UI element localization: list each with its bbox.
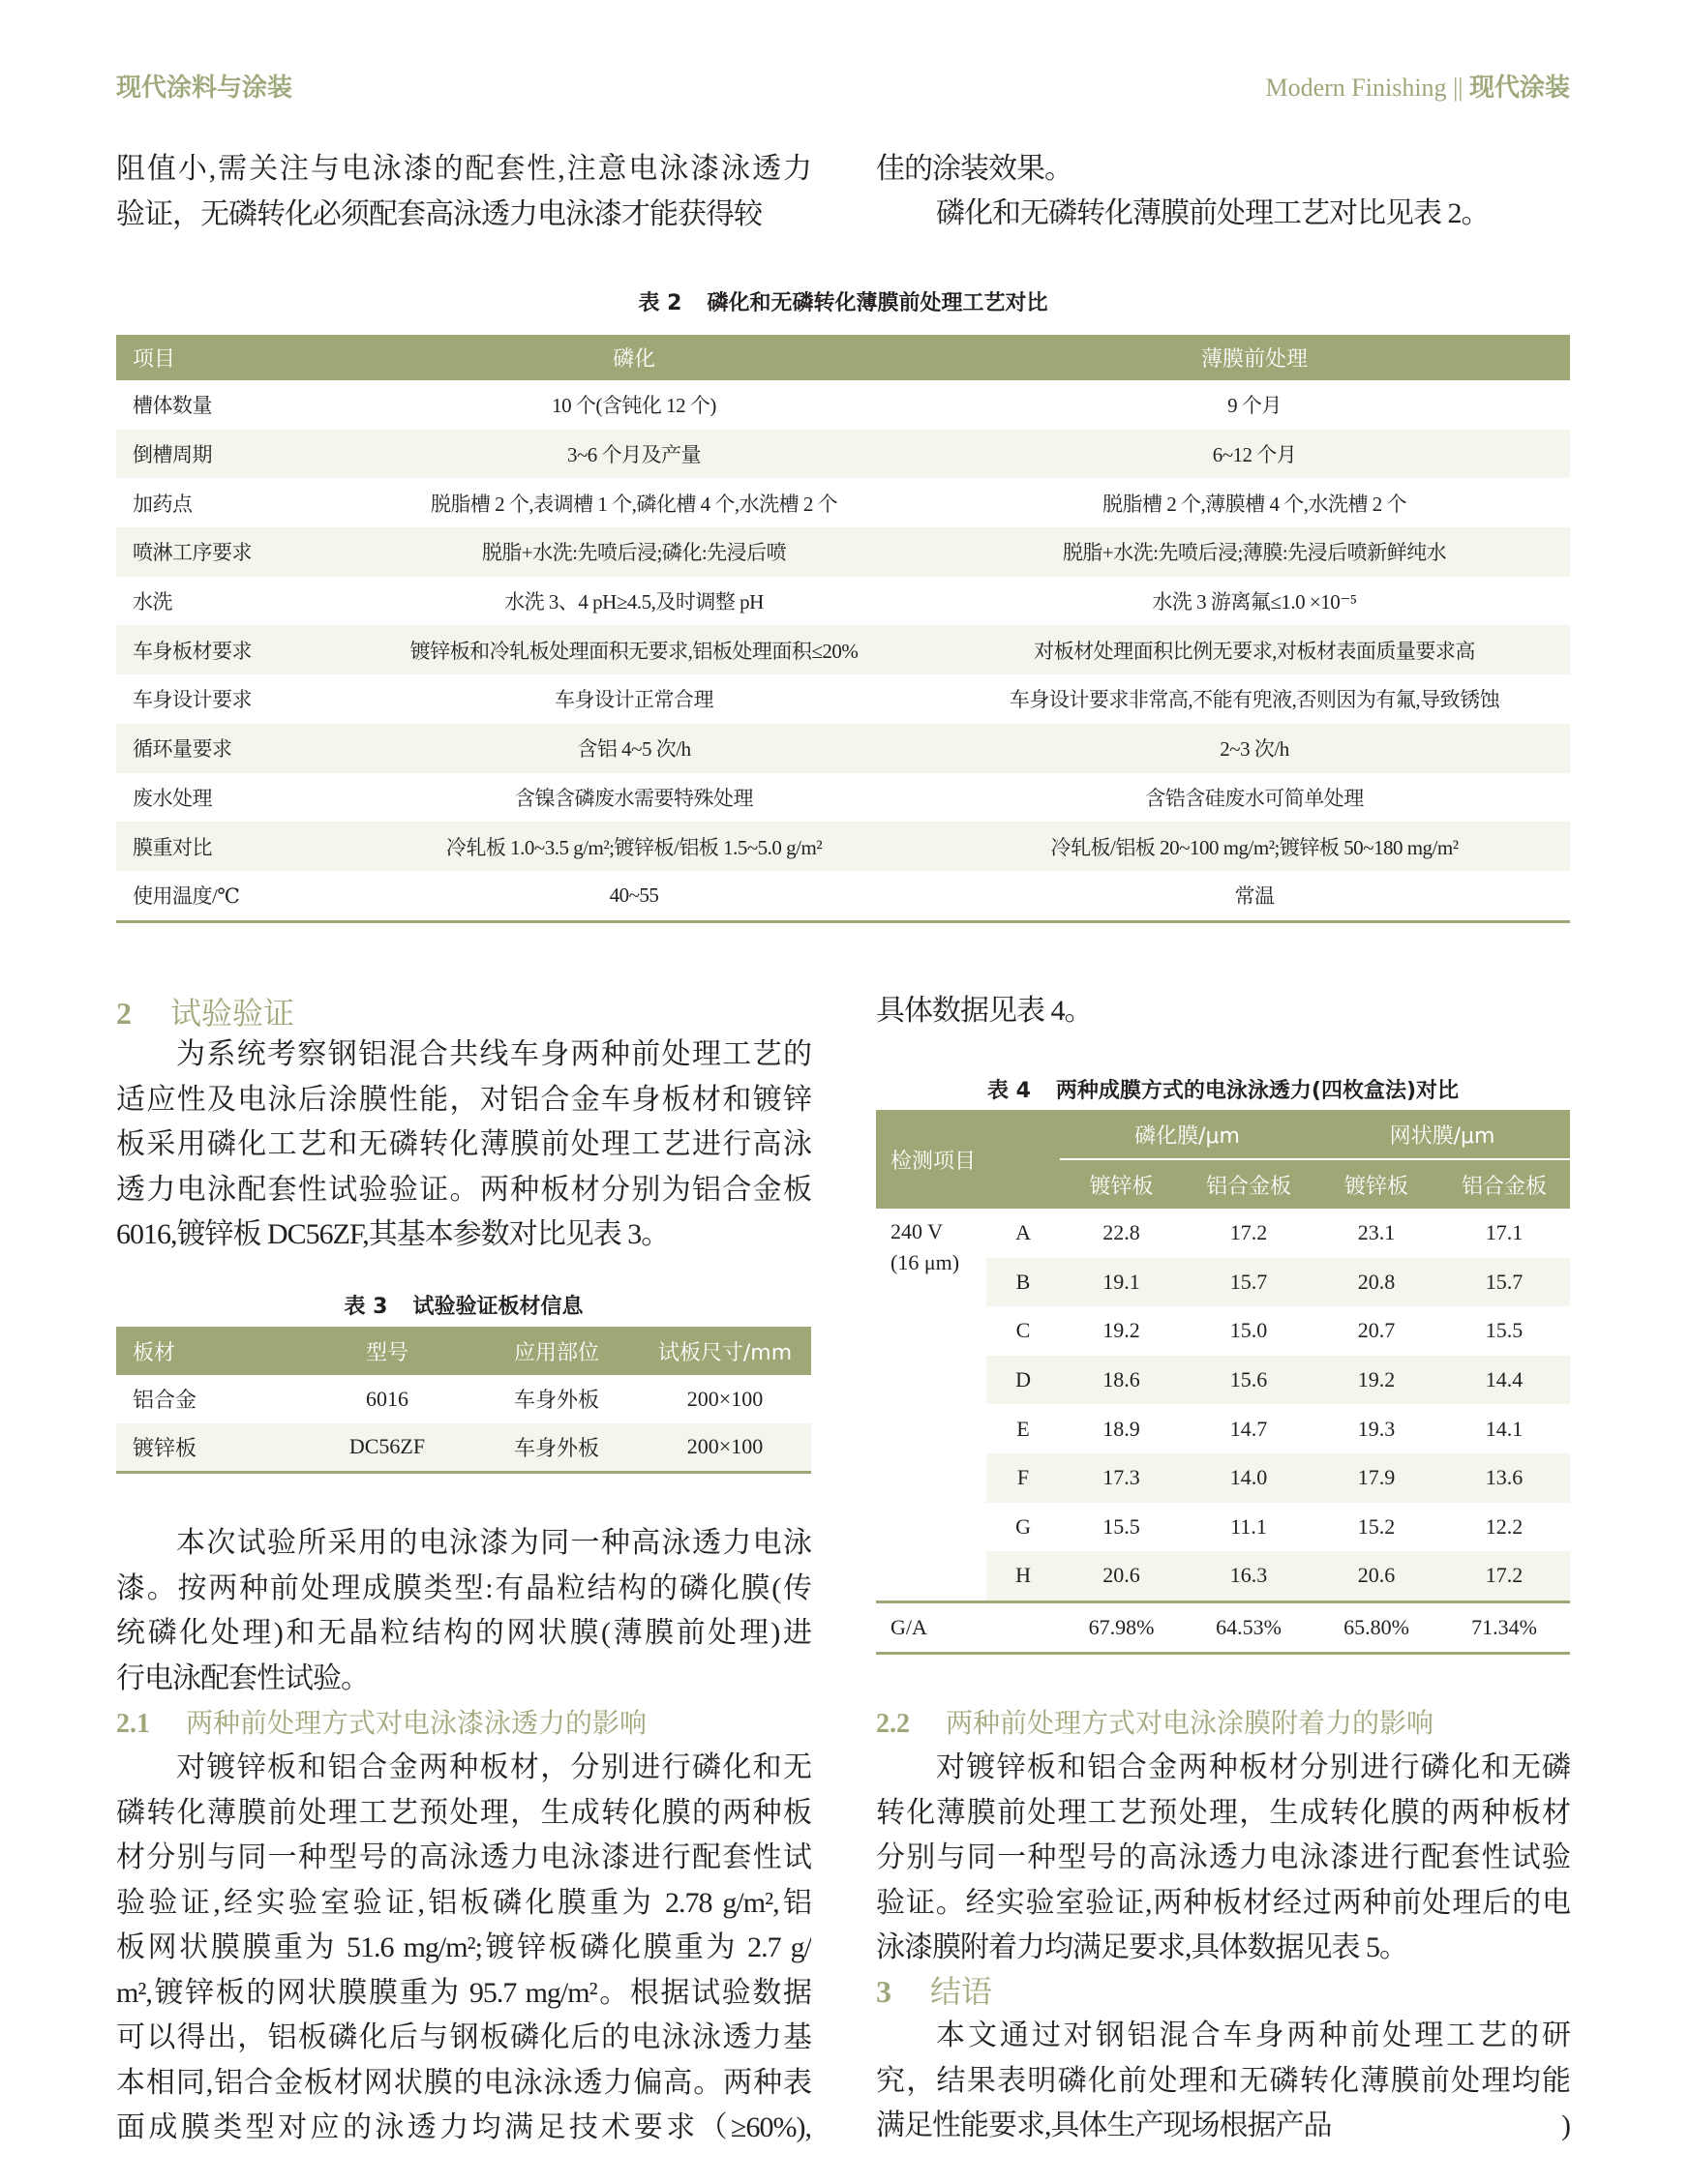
sample-label: H (986, 1551, 1060, 1601)
table-cell: 17.2 (1438, 1551, 1570, 1601)
text-line: 本相同,铝合金板材网状膜的电泳泳透力偏高。两种表 (116, 2066, 811, 2099)
table-row (116, 871, 1570, 921)
table-cell: 19.2 (1102, 1318, 1140, 1343)
text-line: 分别与同一种型号的高泳透力电泳漆进行配套性试验 (876, 1841, 1570, 1873)
column-header: 薄膜前处理 (939, 335, 1570, 380)
paragraph-top-right-a (876, 147, 1570, 193)
sample-label: E (1016, 1416, 1030, 1441)
section-number: 2.2 (876, 1709, 910, 1739)
table-cell: 脱脂槽 2 个,表调槽 1 个,磷化槽 4 个,水洗槽 2 个 (430, 492, 838, 516)
text-line: m²,镀锌板的网状膜膜重为 95.7 mg/m²。根据试验数据 (116, 1976, 811, 2009)
sample-label: F (986, 1453, 1060, 1503)
table-cell: 脱脂+水洗:先喷后浸;薄膜:先浸后喷新鲜纯水 (939, 527, 1570, 577)
text-line: 材分别与同一种型号的高泳透力电泳漆进行配套性试 (116, 1841, 811, 1873)
text-line: 适应性及电泳后涂膜性能，对铝合金车身板材和镀锌 (116, 1083, 811, 1116)
column-header: 板材 (116, 1327, 300, 1375)
paragraph-after-table3 (116, 1521, 811, 1701)
table-cell: 19.2 (1314, 1356, 1438, 1405)
table-cell: 10 个(含钝化 12 个) (552, 394, 716, 418)
table-cell: 9 个月 (1227, 394, 1282, 418)
table-cell: 膜重对比 (116, 822, 329, 871)
table-cell: 镀锌板 (116, 1423, 300, 1473)
group-header: 网状膜/μm (1314, 1110, 1570, 1159)
table-cell: 对板材处理面积比例无要求,对板材表面质量要求高 (939, 625, 1570, 674)
table3-title: 试验验证板材信息 (412, 1295, 584, 1319)
table-cell: 循环量要求 (116, 724, 329, 773)
text-line: 面成膜类型对应的泳透力均满足技术要求（≥60%), (116, 2111, 811, 2143)
test-thickness: (16 μm) (890, 1250, 960, 1274)
column-header-item: 检测项目 (876, 1110, 1060, 1209)
table-cell: 17.1 (1485, 1220, 1524, 1245)
table-cell: 17.9 (1314, 1453, 1438, 1503)
table3 (116, 1327, 811, 1474)
table-cell: 13.6 (1438, 1453, 1570, 1503)
table-cell: 18.6 (1060, 1356, 1183, 1405)
table-cell: 200×100 (686, 1386, 764, 1411)
table-cell: 废水处理 (133, 786, 212, 810)
table-cell: 倒槽周期 (116, 430, 329, 479)
table-cell: 15.5 (1485, 1318, 1524, 1343)
table-cell: 22.8 (1102, 1220, 1140, 1245)
table-cell: 镀锌板和冷轧板处理面积无要求,铝板处理面积≤20% (329, 625, 939, 674)
table-cell: 车身外板 (513, 1388, 599, 1413)
text-line: 验验证,经实验室验证,铝板磷化膜重为 2.78 g/m²,铝 (116, 1886, 811, 1919)
sample-label: A (1015, 1220, 1031, 1245)
table-row (116, 1375, 811, 1423)
sample-label: C (1015, 1318, 1031, 1343)
text-line: 本文通过对钢铝混合车身两种前处理工艺的研 (936, 2019, 1570, 2051)
table-cell: 200×100 (639, 1423, 811, 1473)
text-line: 佳的涂装效果。 (876, 153, 1072, 185)
table-cell: 71.34% (1438, 1601, 1570, 1654)
text-line: 板采用磷化工艺和无磷转化薄膜前处理工艺进行高泳 (116, 1128, 811, 1160)
paragraph-top-left (116, 147, 811, 237)
column-header: 型号 (300, 1327, 474, 1375)
text-line: 板网状膜膜重为 51.6 mg/m²;镀锌板磷化膜重为 2.7 g/ (116, 1931, 811, 1963)
text-line: 对镀锌板和铝合金两种板材，分别进行磷化和无 (176, 1751, 811, 1783)
table-cell: 喷淋工序要求 (116, 527, 329, 577)
table-cell: 6~12 个月 (939, 430, 1570, 479)
table-cell: 槽体数量 (133, 394, 212, 418)
table-cell: 车身板材要求 (116, 625, 329, 674)
table4-title: 两种成膜方式的电泳泳透力(四枚盒法)对比 (1055, 1079, 1460, 1103)
table-cell: 20.6 (1060, 1551, 1183, 1601)
section-title: 结语 (930, 1973, 993, 2010)
table-row (116, 724, 1570, 773)
section-number: 2.1 (116, 1709, 150, 1739)
text-line: 本次试验所采用的电泳漆为同一种高泳透力电泳 (176, 1527, 811, 1559)
section-title: 两种前处理方式对电泳涂膜附着力的影响 (946, 1707, 1434, 1739)
table-cell: 15.2 (1357, 1513, 1396, 1539)
table-cell: 脱脂+水洗:先喷后浸;磷化:先浸后喷 (329, 527, 939, 577)
table-cell: 水洗 3、4 pH≥4.5,及时调整 pH (504, 590, 764, 614)
trailing-parenthesis: ) (1561, 2109, 1570, 2141)
table-row (876, 1209, 1570, 1258)
section-number: 2 (116, 996, 132, 1031)
table2-header-row (116, 335, 1570, 380)
table-cell: 19.3 (1357, 1416, 1396, 1441)
table-cell: 20.7 (1357, 1318, 1396, 1343)
table-cell: 常温 (1234, 884, 1275, 909)
table-cell: 14.1 (1485, 1416, 1524, 1441)
column-header: 镀锌板 (1314, 1159, 1438, 1209)
column-header: 铝合金板 (1438, 1159, 1570, 1209)
text-line: 漆。按两种前处理成膜类型:有晶粒结构的磷化膜(传 (116, 1571, 811, 1604)
table3-caption (116, 1290, 811, 1320)
text-line: 磷转化薄膜前处理工艺预处理，生成转化膜的两种板 (116, 1796, 811, 1829)
text-line: 磷化和无磷转化薄膜前处理工艺对比见表 2。 (936, 197, 1490, 229)
table-cell: 脱脂槽 2 个,薄膜槽 4 个,水洗槽 2 个 (1102, 492, 1406, 516)
table3-header-row (116, 1327, 811, 1375)
table-cell: 铝合金 (133, 1388, 197, 1413)
table-cell: 车身设计要求 (133, 688, 252, 712)
table-cell: 3~6 个月及产量 (329, 430, 939, 479)
text-line-content: 满足性能要求,具体生产现场根据产品 (876, 2109, 1332, 2141)
text-line: 验证，无磷转化必须配套高泳透力电泳漆才能获得较 (116, 197, 762, 230)
sample-label: D (986, 1356, 1060, 1405)
table-cell: 14.4 (1438, 1356, 1570, 1405)
table-row (116, 577, 1570, 626)
sample-label: G (1015, 1513, 1031, 1539)
table2-caption (116, 286, 1570, 316)
text-line: 究，结果表明磷化前处理和无磷转化薄膜前处理均能 (876, 2064, 1570, 2097)
table-cell: 6016 (366, 1386, 408, 1411)
table-cell: DC56ZF (300, 1423, 474, 1473)
table-row (116, 773, 1570, 823)
section-2-1-heading (116, 1701, 811, 1746)
column-header: 项目 (116, 335, 329, 380)
text-line: 转化薄膜前处理工艺预处理，生成转化膜的两种板材 (876, 1796, 1570, 1829)
section-2-2-heading (876, 1701, 1570, 1746)
table-cell: 水洗 (133, 590, 172, 614)
table-cell: 15.0 (1229, 1318, 1268, 1343)
table-cell: 冷轧板 1.0~3.5 g/m²;镀锌板/铝板 1.5~5.0 g/m² (329, 822, 939, 871)
table-cell: 2~3 次/h (939, 724, 1570, 773)
table4-header-row (876, 1110, 1570, 1159)
paragraph-section-2-2 (876, 1746, 1570, 1971)
table-cell: 19.1 (1060, 1258, 1183, 1307)
summary-row (876, 1601, 1570, 1654)
column-header: 镀锌板 (1060, 1159, 1183, 1209)
text-line: 透力电泳配套性试验验证。两种板材分别为铝合金板 (116, 1173, 811, 1206)
section-3-heading (876, 1969, 1570, 2014)
table-cell: 64.53% (1183, 1601, 1314, 1654)
table-cell: 14.7 (1229, 1416, 1268, 1441)
table-cell: 加药点 (133, 492, 193, 516)
text-line: 验证。经实验室验证,两种板材经过两种前处理后的电 (876, 1886, 1570, 1919)
text-line: 对镀锌板和铝合金两种板材分别进行磷化和无磷 (936, 1751, 1570, 1783)
table-cell: 含锆含硅废水可简单处理 (1145, 786, 1364, 810)
table-cell: 11.1 (1230, 1513, 1267, 1539)
table-cell: 18.9 (1102, 1416, 1140, 1441)
table-row (116, 822, 1570, 871)
table-row (116, 430, 1570, 479)
table-cell: 车身设计要求非常高,不能有兜液,否则因为有氟,导致锈蚀 (1009, 688, 1500, 712)
table-cell: 65.80% (1314, 1601, 1438, 1654)
table-cell: 67.98% (1060, 1601, 1183, 1654)
text-line: 可以得出，铝板磷化后与钢板磷化后的电泳泳透力基 (116, 2021, 811, 2053)
table-cell: 车身设计正常合理 (555, 688, 713, 712)
paragraph-section-2-1 (116, 1746, 811, 2151)
paragraph-section-3 (876, 2014, 1570, 2149)
table-cell: 15.7 (1183, 1258, 1314, 1307)
text-line: 为系统考察钢铝混合共线车身两种前处理工艺的 (176, 1038, 811, 1070)
text-line: 具体数据见表 4。 (876, 995, 1093, 1027)
table4 (876, 1110, 1570, 1655)
text-line: 统磷化处理)和无晶粒结构的网状膜(薄膜前处理)进 (116, 1617, 811, 1649)
journal-short-name: 现代涂装 (1468, 74, 1570, 103)
table2 (116, 335, 1570, 923)
section-number: 3 (876, 1974, 891, 2009)
table-cell: 20.6 (1314, 1551, 1438, 1601)
text-line: 6016,镀锌板 DC56ZF,其基本参数对比见表 3。 (116, 1218, 670, 1250)
table-cell: 15.6 (1183, 1356, 1314, 1405)
table-cell: 23.1 (1357, 1220, 1396, 1245)
table-row (116, 380, 1570, 430)
column-header: 磷化 (329, 335, 939, 380)
table-cell: 40~55 (609, 883, 659, 907)
table-row (116, 478, 1570, 527)
column-header: 试板尺寸/mm (639, 1327, 811, 1375)
sample-label: B (986, 1258, 1060, 1307)
section-2-heading (116, 991, 811, 1035)
section-title: 试验验证 (170, 995, 295, 1032)
journal-english-name: Modern Finishing (1265, 74, 1447, 102)
section-title: 两种前处理方式对电泳漆泳透力的影响 (186, 1707, 648, 1739)
table3-number: 表 3 (344, 1295, 388, 1319)
table-row (116, 625, 1570, 674)
table-cell: 车身外板 (474, 1423, 639, 1473)
table-cell: 冷轧板/铝板 20~100 mg/m²;镀锌板 50~180 mg/m² (939, 822, 1570, 871)
table-row (116, 1423, 811, 1473)
table-cell: 15.5 (1102, 1513, 1140, 1539)
text-line: 行电泳配套性试验。 (116, 1661, 369, 1694)
summary-label: G/A (876, 1601, 1060, 1654)
test-condition (876, 1209, 986, 1601)
group-header: 磷化膜/μm (1060, 1110, 1314, 1159)
test-voltage: 240 V (890, 1219, 943, 1243)
table-cell: 水洗 3 游离氟≤1.0 ×10⁻⁵ (1152, 590, 1357, 614)
table-cell: 含镍含磷废水需要特殊处理 (515, 786, 753, 810)
table4-caption (876, 1074, 1570, 1104)
column-header: 应用部位 (474, 1327, 639, 1375)
header-separator: || (1453, 74, 1464, 102)
table-cell: 15.7 (1438, 1258, 1570, 1307)
table2-title: 磷化和无磷转化薄膜前处理工艺对比 (707, 291, 1048, 315)
table-cell: 14.0 (1183, 1453, 1314, 1503)
table4-number: 表 4 (986, 1079, 1031, 1103)
table2-number: 表 2 (638, 291, 682, 315)
table-cell: 使用温度/℃ (133, 884, 240, 909)
table-cell: 17.3 (1060, 1453, 1183, 1503)
column-header: 铝合金板 (1183, 1159, 1314, 1209)
text-line (876, 2104, 1570, 2149)
table-cell: 20.8 (1314, 1258, 1438, 1307)
paragraph-continuation (876, 989, 1570, 1034)
journal-header-right (1265, 68, 1570, 104)
paragraph-section-2 (116, 1032, 811, 1258)
table-row (116, 674, 1570, 724)
text-line: 阻值小,需关注与电泳漆的配套性,注意电泳漆泳透力 (116, 153, 811, 185)
paragraph-top-right-b (876, 192, 1570, 237)
table-cell: 17.2 (1229, 1220, 1268, 1245)
table-row (116, 527, 1570, 577)
journal-title: 现代涂料与涂装 (116, 74, 293, 103)
table-cell: 16.3 (1183, 1551, 1314, 1601)
table-cell: 12.2 (1485, 1513, 1524, 1539)
table-cell: 含铝 4~5 次/h (329, 724, 939, 773)
text-line: 泳漆膜附着力均满足要求,具体数据见表 5。 (876, 1931, 1407, 1963)
